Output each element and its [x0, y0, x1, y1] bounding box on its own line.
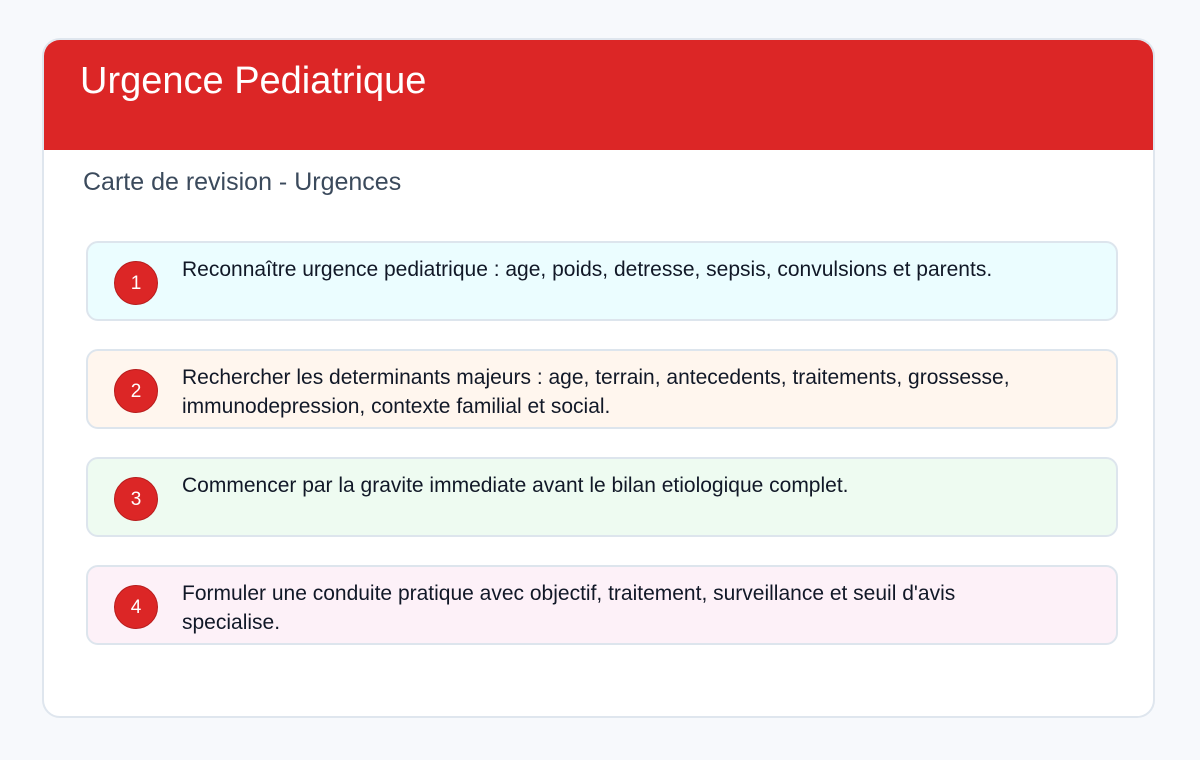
item-list [86, 241, 1118, 673]
item-text: Reconnaître urgence pediatrique : age, poids, detresse, sepsis, convulsions et parents. [182, 258, 993, 281]
item-number-badge: 2 [114, 369, 158, 413]
card-header [44, 40, 1153, 150]
card-title: Urgence Pediatrique [80, 60, 427, 102]
item-text: Rechercher les determinants majeurs : age, terrain, antecedents, traitements, grossesse, immunodepression, contexte familial et social. [182, 366, 1010, 418]
revision-card [42, 38, 1155, 718]
list-item [86, 457, 1118, 537]
card-subtitle: Carte de revision - Urgences [83, 168, 402, 196]
list-item [86, 565, 1118, 645]
item-text: Formuler une conduite pratique avec objectif, traitement, surveillance et seuil d'avis specialise. [182, 582, 956, 634]
item-text: Commencer par la gravite immediate avant le bilan etiologique complet. [182, 474, 849, 497]
list-item [86, 241, 1118, 321]
item-number-badge: 4 [114, 585, 158, 629]
item-number-badge: 3 [114, 477, 158, 521]
item-number-badge: 1 [114, 261, 158, 305]
list-item [86, 349, 1118, 429]
